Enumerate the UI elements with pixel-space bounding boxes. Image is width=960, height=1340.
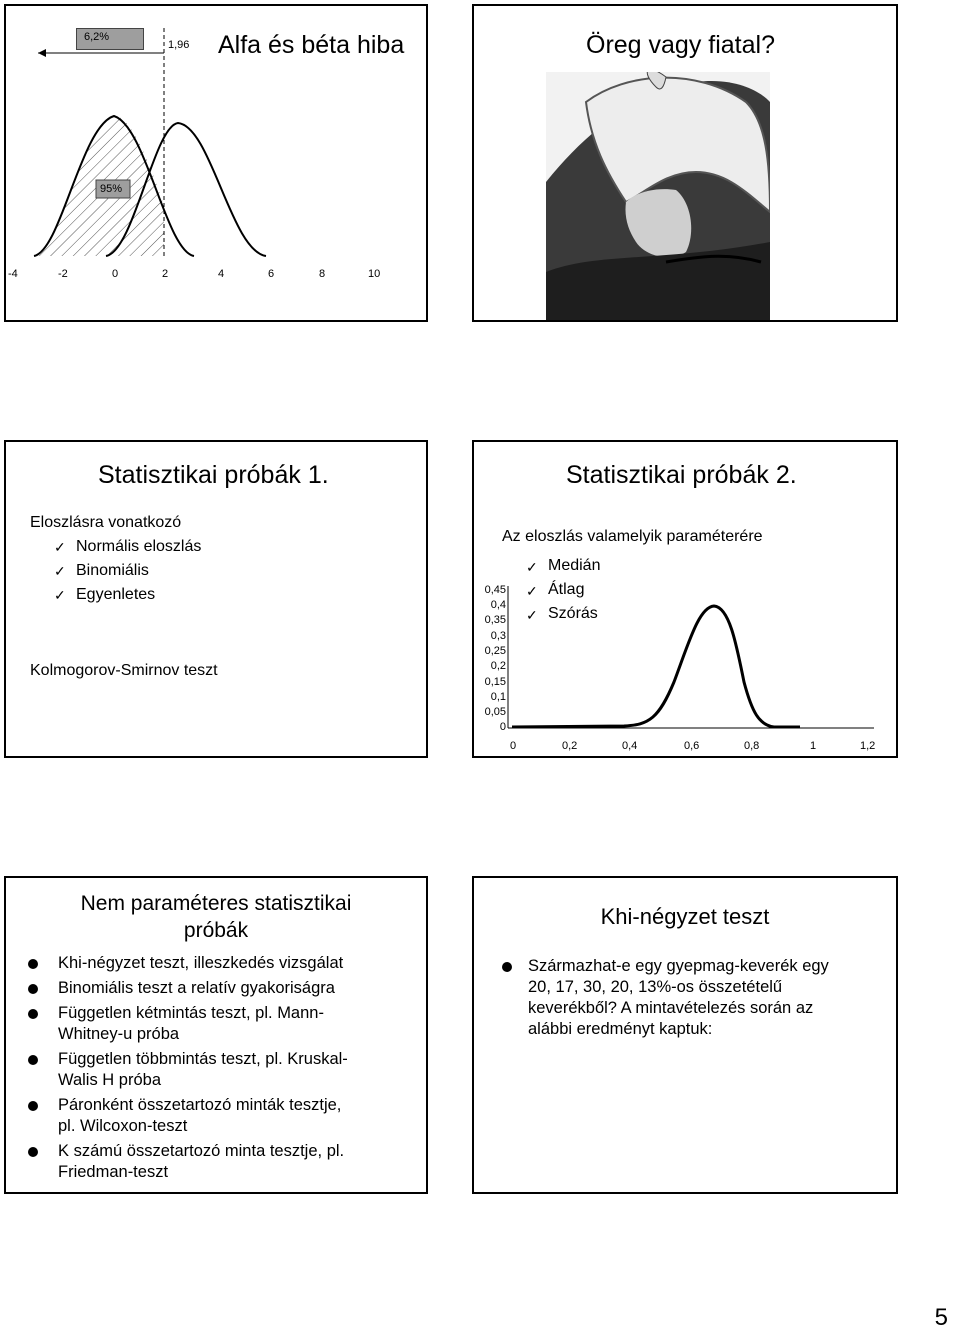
density-curve [512,606,800,727]
x-tick-labels [474,740,896,756]
x-tick: 0,4 [622,740,638,752]
slide4-heading: Az eloszlás valamelyik paraméterére [502,528,763,545]
list-item: Binomiális teszt a relatív gyakoriságra [58,979,335,997]
slide5-title [6,890,426,944]
y-tick: 0,45 [484,584,506,596]
y-tick: 0 [499,721,506,733]
check-icon: ✓ [526,583,538,599]
x-tick: 8 [319,268,326,280]
check-icon: ✓ [54,587,66,603]
x-tick: -2 [58,268,68,280]
bullet-icon [502,962,512,972]
slide3-footer: Kolmogorov-Smirnov teszt [30,662,218,679]
slide4-title: Statisztikai próbák 2. [566,461,797,489]
slide2-title: Öreg vagy fiatal? [586,31,775,59]
slide-nonparametric-tests [4,876,428,1194]
slide5-title-line2: próbák [183,919,249,942]
list-item: Normális eloszlás [76,538,202,555]
x-tick: 0,6 [684,740,700,752]
bullet-icon [28,1101,38,1111]
list-item: Khi-négyzet teszt, illeszkedés vizsgálat [58,954,344,972]
check-icon: ✓ [54,539,66,555]
list-item: Binomiális [76,562,149,579]
illusion-image [546,72,770,322]
bullet-icon [28,1147,38,1157]
x-tick: 1,2 [860,740,876,752]
slide3-title: Statisztikai próbák 1. [98,461,329,489]
x-tick: 0 [112,268,119,280]
page-number: 5 [934,1304,948,1331]
x-tick: 0,8 [744,740,760,752]
slide1-title: Alfa és béta hiba [218,31,405,59]
x-tick: 1 [810,740,817,752]
check-icon: ✓ [54,563,66,579]
slide-alpha-beta [4,4,428,322]
y-tick: 0,2 [490,660,506,672]
critical-value-label: 1,96 [168,39,190,51]
slide5-title-line1: Nem paraméteres statisztikai [80,892,352,915]
x-tick: 0,2 [562,740,578,752]
bullet-icon [28,1055,38,1065]
x-tick: 6 [268,268,275,280]
check-icon: ✓ [526,559,538,575]
chi-square-text: Származhat-e egy gyepmag-keverék egy 20, 17, 30, 20, 13%-os összetételű keverékből? A mintavételezés során az alábbi eredményt kaptuk: [528,957,829,1038]
y-tick: 0,1 [490,691,506,703]
y-tick-labels [474,442,506,742]
pct-box-label: 6,2% [84,31,110,43]
x-tick-labels [6,268,426,284]
list-item: Szórás [548,605,598,622]
bullet-icon [28,959,38,969]
x-tick: 0 [510,740,517,752]
list-item: Egyenletes [76,586,156,603]
list-item: Független kétmintás teszt, pl. Mann- Whitney-u próba [58,1004,324,1043]
y-tick: 0,25 [484,645,506,657]
bullet-icon [28,1009,38,1019]
list-item: Átlag [548,581,585,598]
y-tick: 0,15 [484,676,506,688]
slide-chi-square [472,876,898,1194]
list-item: Medián [548,557,601,574]
bullet-icon [28,984,38,994]
list-item: Páronként összetartozó minták tesztje, pl. Wilcoxon-teszt [58,1096,342,1135]
y-tick: 0,4 [490,599,506,611]
x-tick: 4 [218,268,225,280]
arrow-head [38,49,46,57]
y-tick: 0,35 [484,614,506,626]
slide-old-or-young [472,4,898,322]
area-label: 95% [100,183,123,195]
slide6-title: Khi-négyzet teszt [600,904,770,929]
x-tick: 10 [368,268,381,280]
y-tick: 0,05 [484,706,506,718]
slide-stat-tests-2 [472,440,898,758]
x-tick: 2 [162,268,169,280]
check-icon: ✓ [526,607,538,623]
list-item: K számú összetartozó minta tesztje, pl. Friedman-teszt [58,1142,345,1181]
slide3-heading: Eloszlásra vonatkozó [30,514,182,531]
x-tick: -4 [8,268,18,280]
slide-stat-tests-1 [4,440,428,758]
y-tick: 0,3 [490,630,506,642]
distribution-chart [474,442,896,756]
list-item: Független többmintás teszt, pl. Kruskal- Walis H próba [58,1050,348,1089]
